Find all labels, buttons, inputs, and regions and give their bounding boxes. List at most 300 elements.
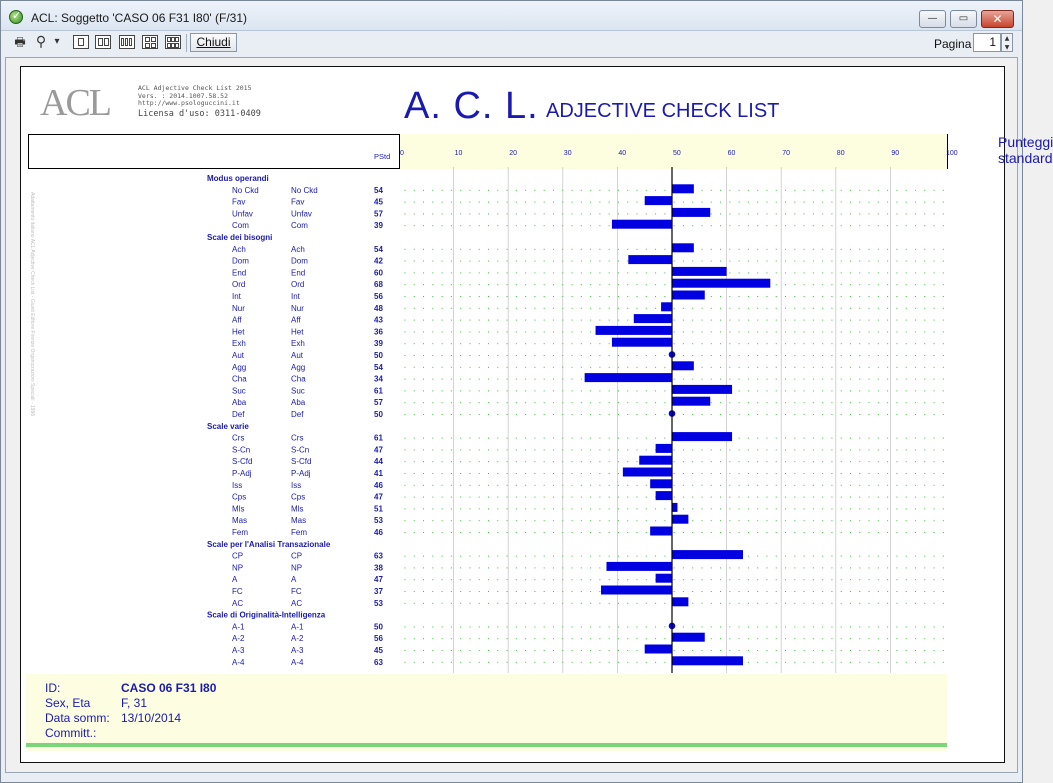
dot-grid <box>572 308 573 309</box>
dot-grid <box>534 508 535 509</box>
dot-grid <box>451 202 452 203</box>
dot-grid <box>599 485 600 486</box>
dot-grid <box>581 296 582 297</box>
dot-grid <box>423 272 424 273</box>
dot-grid <box>785 343 786 344</box>
dot-grid <box>711 591 712 592</box>
dot-grid <box>423 449 424 450</box>
dot-grid <box>451 438 452 439</box>
dot-grid <box>572 508 573 509</box>
dot-grid <box>572 272 573 273</box>
score-bar <box>672 279 770 288</box>
dot-grid <box>831 638 832 639</box>
zoom-dropdown-icon[interactable]: ▾ <box>54 36 60 47</box>
dot-grid <box>850 379 851 380</box>
scale-code: Cha <box>232 374 247 384</box>
dot-grid <box>943 497 944 498</box>
report-viewer[interactable] <box>5 57 1053 773</box>
dot-grid <box>544 308 545 309</box>
score-dot <box>669 410 676 417</box>
dot-grid <box>924 320 925 321</box>
maximize-button[interactable]: ▭ <box>950 10 977 28</box>
profile-chart <box>21 67 1006 764</box>
spin-up-icon[interactable]: ▲ <box>1004 35 1010 42</box>
scale-value: 54 <box>374 185 383 195</box>
dot-grid <box>720 331 721 332</box>
scale-value: 43 <box>374 315 383 325</box>
dot-grid <box>692 379 693 380</box>
dot-grid <box>404 662 405 663</box>
dot-grid <box>906 225 907 226</box>
dot-grid <box>701 320 702 321</box>
dot-grid <box>785 591 786 592</box>
dot-grid <box>534 343 535 344</box>
dot-grid <box>442 213 443 214</box>
dot-grid <box>804 379 805 380</box>
dot-grid <box>534 213 535 214</box>
scale-value: 47 <box>374 445 383 455</box>
dot-grid <box>534 567 535 568</box>
dot-grid <box>915 367 916 368</box>
dot-grid <box>813 272 814 273</box>
dot-grid <box>869 567 870 568</box>
dot-grid <box>525 272 526 273</box>
dot-grid <box>655 296 656 297</box>
dot-grid <box>637 508 638 509</box>
dot-grid <box>711 272 712 273</box>
single-page-icon[interactable] <box>73 35 89 49</box>
scale-label: Het <box>291 327 304 337</box>
score-bar <box>645 196 672 205</box>
dot-grid <box>664 367 665 368</box>
dot-grid <box>646 355 647 356</box>
dot-grid <box>748 249 749 250</box>
dot-grid <box>404 331 405 332</box>
dot-grid <box>469 532 470 533</box>
dot-grid <box>850 591 851 592</box>
dot-grid <box>915 449 916 450</box>
dot-grid <box>618 367 619 368</box>
two-pages-icon[interactable] <box>95 35 111 49</box>
dot-grid <box>534 473 535 474</box>
dot-grid <box>859 402 860 403</box>
dot-grid <box>785 473 786 474</box>
dot-grid <box>460 343 461 344</box>
dot-grid <box>516 414 517 415</box>
scale-label: A <box>291 575 297 585</box>
dot-grid <box>915 497 916 498</box>
page-input[interactable]: 1 <box>973 33 1001 52</box>
dot-grid <box>488 331 489 332</box>
dot-grid <box>934 438 935 439</box>
dot-grid <box>785 532 786 533</box>
score-bar <box>650 527 672 536</box>
dot-grid <box>664 662 665 663</box>
dot-grid <box>720 390 721 391</box>
four-pages-row-icon[interactable] <box>119 35 135 49</box>
dot-grid <box>423 461 424 462</box>
dot-grid <box>544 579 545 580</box>
dot-grid <box>451 390 452 391</box>
dot-grid <box>590 367 591 368</box>
dot-grid <box>479 213 480 214</box>
dot-grid <box>674 567 675 568</box>
dot-grid <box>404 367 405 368</box>
dot-grid <box>562 202 563 203</box>
dot-grid <box>618 461 619 462</box>
dot-grid <box>674 249 675 250</box>
dot-grid <box>934 331 935 332</box>
dot-grid <box>497 497 498 498</box>
dot-grid <box>674 390 675 391</box>
dot-grid <box>442 331 443 332</box>
dot-grid <box>720 650 721 651</box>
score-bar <box>656 574 672 583</box>
dot-grid <box>776 261 777 262</box>
dot-grid <box>497 603 498 604</box>
page-spinner[interactable] <box>1001 33 1013 52</box>
dot-grid <box>869 296 870 297</box>
dot-grid <box>553 591 554 592</box>
dot-grid <box>831 449 832 450</box>
dot-grid <box>590 626 591 627</box>
dot-grid <box>739 414 740 415</box>
dot-grid <box>553 520 554 521</box>
dot-grid <box>701 190 702 191</box>
dot-grid <box>794 331 795 332</box>
dot-grid <box>553 343 554 344</box>
dot-grid <box>794 202 795 203</box>
sex-label: Sex, Eta <box>45 696 91 710</box>
dot-grid <box>841 308 842 309</box>
dot-grid <box>859 367 860 368</box>
dot-grid <box>414 379 415 380</box>
dot-grid <box>507 284 508 285</box>
dot-grid <box>544 355 545 356</box>
dot-grid <box>766 320 767 321</box>
scale-label: Def <box>291 410 304 419</box>
dot-grid <box>581 532 582 533</box>
dot-grid <box>813 367 814 368</box>
scale-code: Aba <box>232 398 247 408</box>
dot-grid <box>664 213 665 214</box>
dot-grid <box>618 662 619 663</box>
dot-grid <box>534 355 535 356</box>
dot-grid <box>859 662 860 663</box>
dot-grid <box>414 567 415 568</box>
grid-2x2-pages-icon[interactable] <box>142 35 158 49</box>
dot-grid <box>544 603 545 604</box>
score-bar <box>656 491 672 500</box>
dot-grid <box>637 202 638 203</box>
score-dot <box>669 623 676 630</box>
dot-grid <box>757 579 758 580</box>
dot-grid <box>859 296 860 297</box>
dot-grid <box>572 343 573 344</box>
dot-grid <box>804 449 805 450</box>
dot-grid <box>720 190 721 191</box>
dot-grid <box>720 343 721 344</box>
dot-grid <box>479 343 480 344</box>
dot-grid <box>516 379 517 380</box>
dot-grid <box>701 485 702 486</box>
dot-grid <box>497 284 498 285</box>
scale-code: A-2 <box>232 634 245 644</box>
dot-grid <box>720 461 721 462</box>
dot-grid <box>469 485 470 486</box>
scale-code: A-1 <box>232 622 245 632</box>
scale-code: End <box>232 268 247 278</box>
dot-grid <box>609 390 610 391</box>
scale-value: 39 <box>374 221 383 231</box>
dot-grid <box>423 414 424 415</box>
dot-grid <box>859 485 860 486</box>
dot-grid <box>516 662 517 663</box>
dot-grid <box>479 414 480 415</box>
dot-grid <box>850 520 851 521</box>
dot-grid <box>804 249 805 250</box>
dot-grid <box>553 650 554 651</box>
dot-grid <box>785 202 786 203</box>
dot-grid <box>859 308 860 309</box>
dot-grid <box>664 473 665 474</box>
dot-grid <box>785 650 786 651</box>
dot-grid <box>739 508 740 509</box>
dot-grid <box>887 638 888 639</box>
dot-grid <box>906 556 907 557</box>
dot-grid <box>776 497 777 498</box>
dot-grid <box>896 473 897 474</box>
dot-grid <box>831 438 832 439</box>
dot-grid <box>692 579 693 580</box>
dot-grid <box>813 603 814 604</box>
dot-grid <box>664 202 665 203</box>
dot-grid <box>831 520 832 521</box>
dot-grid <box>599 225 600 226</box>
dot-grid <box>553 508 554 509</box>
dot-grid <box>488 626 489 627</box>
dot-grid <box>534 449 535 450</box>
dot-grid <box>488 284 489 285</box>
dot-grid <box>896 438 897 439</box>
dot-grid <box>794 272 795 273</box>
dot-grid <box>739 284 740 285</box>
dot-grid <box>534 331 535 332</box>
dot-grid <box>404 249 405 250</box>
dot-grid <box>813 567 814 568</box>
dot-grid <box>729 272 730 273</box>
dot-grid <box>442 662 443 663</box>
dot-grid <box>906 591 907 592</box>
dot-grid <box>414 355 415 356</box>
dot-grid <box>748 296 749 297</box>
dot-grid <box>822 261 823 262</box>
dot-grid <box>804 261 805 262</box>
dot-grid <box>729 249 730 250</box>
dot-grid <box>488 638 489 639</box>
score-bar <box>672 432 732 441</box>
dot-grid <box>683 438 684 439</box>
dot-grid <box>739 626 740 627</box>
dot-grid <box>711 343 712 344</box>
dot-grid <box>850 662 851 663</box>
dot-grid <box>943 485 944 486</box>
dot-grid <box>869 603 870 604</box>
dot-grid <box>711 320 712 321</box>
dot-grid <box>646 402 647 403</box>
dot-grid <box>896 556 897 557</box>
dot-grid <box>525 414 526 415</box>
dot-grid <box>831 390 832 391</box>
dot-grid <box>618 320 619 321</box>
dot-grid <box>581 567 582 568</box>
dot-grid <box>766 202 767 203</box>
score-bar <box>672 208 710 217</box>
dot-grid <box>674 591 675 592</box>
dot-grid <box>414 449 415 450</box>
dot-grid <box>497 390 498 391</box>
dot-grid <box>534 402 535 403</box>
dot-grid <box>785 520 786 521</box>
grid-3x2-pages-icon[interactable] <box>165 35 181 49</box>
dot-grid <box>414 626 415 627</box>
dot-grid <box>896 662 897 663</box>
dot-grid <box>813 355 814 356</box>
dot-grid <box>572 225 573 226</box>
dot-grid <box>581 662 582 663</box>
dot-grid <box>460 508 461 509</box>
dot-grid <box>460 662 461 663</box>
dot-grid <box>850 331 851 332</box>
dot-grid <box>553 202 554 203</box>
dot-grid <box>841 650 842 651</box>
dot-grid <box>831 272 832 273</box>
dot-grid <box>934 532 935 533</box>
dot-grid <box>878 591 879 592</box>
dot-grid <box>599 662 600 663</box>
dot-grid <box>451 626 452 627</box>
dot-grid <box>766 473 767 474</box>
dot-grid <box>924 355 925 356</box>
dot-grid <box>850 402 851 403</box>
dot-grid <box>544 508 545 509</box>
dot-grid <box>896 520 897 521</box>
title-bar[interactable] <box>1 1 1022 31</box>
dot-grid <box>590 402 591 403</box>
dot-grid <box>553 438 554 439</box>
dot-grid <box>859 261 860 262</box>
x-tick-label: 90 <box>891 150 900 157</box>
dot-grid <box>553 603 554 604</box>
dot-grid <box>553 284 554 285</box>
dot-grid <box>590 261 591 262</box>
dot-grid <box>618 272 619 273</box>
dot-grid <box>720 402 721 403</box>
dot-grid <box>637 438 638 439</box>
side-note <box>27 192 37 522</box>
dot-grid <box>544 520 545 521</box>
dot-grid <box>646 497 647 498</box>
dot-grid <box>887 402 888 403</box>
dot-grid <box>850 367 851 368</box>
dot-grid <box>804 485 805 486</box>
dot-grid <box>553 261 554 262</box>
dot-grid <box>664 379 665 380</box>
dot-grid <box>479 379 480 380</box>
dot-grid <box>776 591 777 592</box>
dot-grid <box>572 414 573 415</box>
dot-grid <box>646 603 647 604</box>
dot-grid <box>915 308 916 309</box>
dot-grid <box>460 473 461 474</box>
dot-grid <box>451 261 452 262</box>
dot-grid <box>451 213 452 214</box>
dot-grid <box>934 414 935 415</box>
dot-grid <box>609 296 610 297</box>
scale-value: 34 <box>374 374 383 384</box>
dot-grid <box>655 485 656 486</box>
close-window-button[interactable]: ✕ <box>981 10 1014 28</box>
dot-grid <box>572 331 573 332</box>
dot-grid <box>432 508 433 509</box>
dot-grid <box>776 308 777 309</box>
dot-grid <box>404 508 405 509</box>
scale-code: A <box>232 575 238 585</box>
dot-grid <box>934 272 935 273</box>
dot-grid <box>748 638 749 639</box>
dot-grid <box>442 308 443 309</box>
dot-grid <box>590 485 591 486</box>
dot-grid <box>414 249 415 250</box>
dot-grid <box>869 414 870 415</box>
dot-grid <box>887 449 888 450</box>
dot-grid <box>804 414 805 415</box>
close-button[interactable]: Chiudi <box>190 33 237 52</box>
dot-grid <box>507 461 508 462</box>
dot-grid <box>637 225 638 226</box>
dot-grid <box>887 485 888 486</box>
dot-grid <box>460 296 461 297</box>
dot-grid <box>896 461 897 462</box>
dot-grid <box>581 579 582 580</box>
dot-grid <box>729 438 730 439</box>
spin-down-icon[interactable]: ▼ <box>1004 44 1010 51</box>
print-icon[interactable]: 🖶 <box>14 35 26 49</box>
dot-grid <box>544 320 545 321</box>
dot-grid <box>618 603 619 604</box>
dot-grid <box>627 272 628 273</box>
dot-grid <box>683 626 684 627</box>
dot-grid <box>739 320 740 321</box>
dot-grid <box>664 402 665 403</box>
dot-grid <box>423 213 424 214</box>
minimize-button[interactable]: — <box>919 10 946 28</box>
dot-grid <box>507 438 508 439</box>
dot-grid <box>924 520 925 521</box>
dot-grid <box>850 414 851 415</box>
dot-grid <box>404 532 405 533</box>
dot-grid <box>469 225 470 226</box>
dot-grid <box>906 532 907 533</box>
dot-grid <box>748 308 749 309</box>
zoom-icon[interactable]: ⚲ <box>35 34 47 50</box>
scale-code: A-4 <box>232 657 245 667</box>
dot-grid <box>739 473 740 474</box>
dot-grid <box>869 284 870 285</box>
toolbar-separator <box>186 34 187 52</box>
dot-grid <box>525 202 526 203</box>
dot-grid <box>479 626 480 627</box>
